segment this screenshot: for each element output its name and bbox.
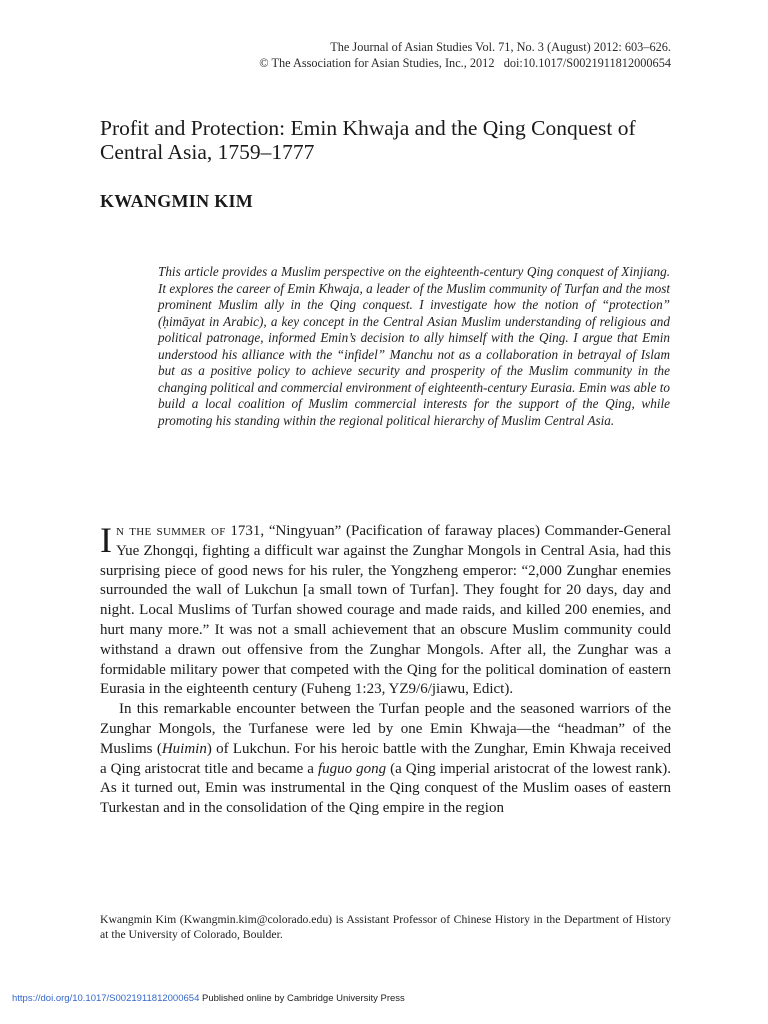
journal-citation: The Journal of Asian Studies Vol. 71, No. 3 (August) 2012: 603–626. xyxy=(330,40,671,54)
article-title: Profit and Protection: Emin Khwaja and the Qing Conquest of Central Asia, 1759–1777 xyxy=(100,116,636,164)
journal-header xyxy=(259,40,671,71)
article-body xyxy=(100,522,671,819)
abstract: This article provides a Muslim perspective on the eighteenth-century Qing conquest of Xinjiang. It explores the career of Emin Khwaja, a leader of the Muslim community of Turfan and the most prominent Muslim ally in the Qing conquest. I investigate how the notion of “protection” (ḥimāyat in Arabic), a key concept in the Central Asian Muslim understanding of religious and political patronage, informed Emin’s decision to ally himself with the Qing. I argue that Emin understood his alliance with the “infidel” Manchu not as a collaboration in betrayal of Islam but as a positive policy to achieve security and prosperity of the Muslim community in the changing political and commercial environment of eighteenth-century Eurasia. Emin was able to build a local coalition of Muslim commercial interests for the support of the Qing, while promoting his standing within the regional political hierarchy of Muslim Central Asia. xyxy=(158,264,670,428)
doi-link[interactable]: https://doi.org/10.1017/S0021911812000654 xyxy=(12,993,200,1004)
paragraph-2-text-c: (a Qing imperial aristocrat of the lowest rank). As it turned out, Emin was instrumental in the Qing conquest of the Muslim oases of eastern Turkestan and in the consolidation of the Qing empire in the region xyxy=(100,760,672,817)
journal-copyright-line xyxy=(259,56,671,72)
article-author: KWANGMIN KIM xyxy=(100,191,254,211)
paragraph-2-text-b: ) of Lukchun. For his heroic battle with the Zunghar, Emin Khwaja received a Qing aristocrat title and became a xyxy=(100,740,671,777)
paragraph-2-text-a: In this remarkable encounter between the Turfan people and the seasoned warriors of the Zunghar Mongols, the Turfanese were led by one Emin Khwaja—the “headman” of the Muslims ( xyxy=(100,701,671,757)
term-fuguo-gong: fuguo gong xyxy=(317,760,387,777)
doi-footer xyxy=(12,993,405,1004)
drop-cap: I xyxy=(100,520,112,560)
author-footnote: Kwangmin Kim (Kwangmin.kim@colorado.edu) is Assistant Professor of Chinese History in the Department of History at the University of Colorado, Boulder. xyxy=(100,913,671,941)
copyright-notice: © The Association for Asian Studies, Inc., 2012 xyxy=(259,55,495,70)
paragraph-1-text: 1731, “Ningyuan” (Pacification of faraway places) Commander-General Yue Zhongqi, fighting a difficult war against the Zunghar Mongols in Central Asia, had this surprising piece of good news for his ruler, the Yongzheng emperor: “2,000 Zunghar enemies surrounded the wall of Lukchun [a small town of Turfan]. They fought for 20 days, day and night. Local Muslims of Turfan showed courage and made raids, and killed 200 enemies, and hurt many more.” It was not a small achievement that an obscure Muslim community could withstand a drawn out offensive from the Zunghar Mongols. After all, the Zunghar was a formidable military power that competed with the Qing for the political domination of eastern Eurasia in the eighteenth century (Fuheng 1:23, YZ9/6/jiawu, Edict). xyxy=(100,523,671,698)
opening-small-caps: n the summer of xyxy=(116,523,226,539)
body-paragraph-1 xyxy=(100,522,671,700)
term-huimin: Huimin xyxy=(161,740,207,757)
published-notice: Published online by Cambridge University Press xyxy=(199,993,405,1004)
header-doi: doi:10.1017/S0021911812000654 xyxy=(503,55,671,70)
body-paragraph-2 xyxy=(100,700,671,819)
